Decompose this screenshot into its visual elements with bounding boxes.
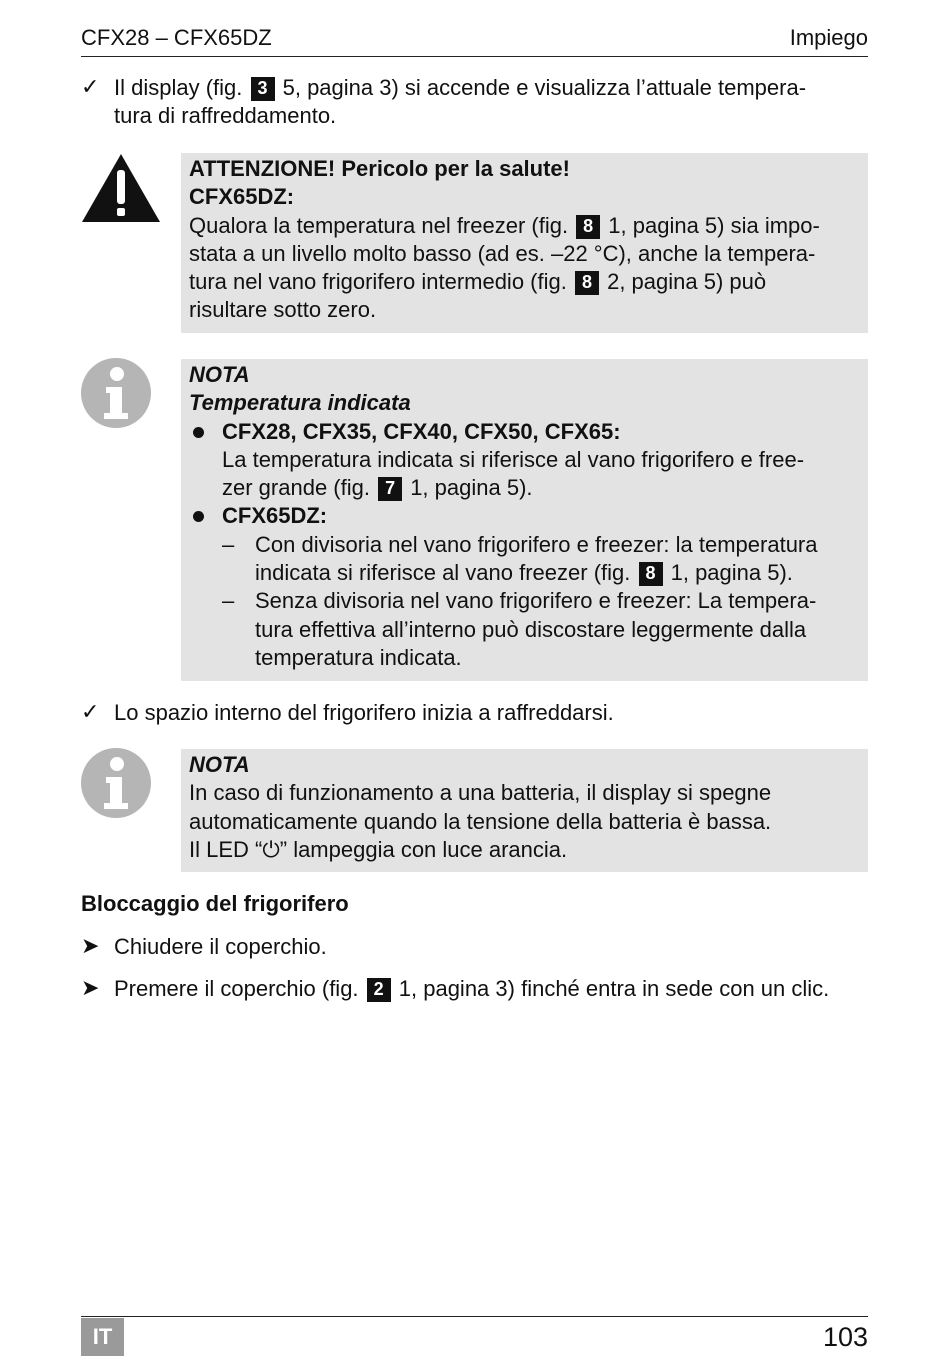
check-icon: ✓ [81, 75, 100, 100]
header-section-title: Impiego [789, 25, 868, 50]
bullet-icon [193, 427, 204, 438]
figure-ref-badge: 2 [367, 978, 391, 1002]
text-line: automaticamente quando la tensione della batteria è bassa. [189, 808, 772, 834]
text-line: tura effettiva all’interno può discostare leggermente dalla [255, 616, 807, 642]
page-number: 103 [822, 1322, 868, 1352]
text-line: Premere il coperchio (fig. 2 1, pagina 3) finché entra in sede con un clic. [114, 976, 830, 1001]
figure-ref-badge: 8 [639, 562, 663, 586]
note-title: NOTA [189, 362, 250, 387]
figure-ref-badge: 7 [378, 477, 402, 501]
text-line: Il display (fig. 3 5, pagina 3) si accende e visualizza l’attuale tempera- [114, 75, 807, 100]
arrow-right-icon: ➤ [81, 934, 100, 959]
note-box-battery [181, 749, 868, 872]
list-item [189, 502, 860, 530]
bullet-label: CFX65DZ: [222, 503, 328, 529]
text-line: temperatura indicata. [255, 644, 462, 670]
header-model-range: CFX28 – CFX65DZ [81, 25, 272, 50]
text-line: La temperatura indicata si riferisce al vano frigorifero e free- [222, 446, 805, 472]
note-box-temperature [181, 359, 868, 681]
info-icon [80, 747, 152, 819]
result-step-cooling [81, 699, 868, 727]
text-line: Qualora la temperatura nel freezer (fig. 8 1, pagina 5) sia impo- [189, 212, 820, 238]
sub-list-item [189, 531, 860, 588]
figure-ref-badge: 3 [251, 77, 275, 101]
text-line: Il LED “⏻” lampeggia con luce arancia. [189, 836, 568, 862]
arrow-right-icon: ➤ [81, 976, 100, 1001]
bullet-label: CFX28, CFX35, CFX40, CFX50, CFX65: [222, 418, 621, 444]
text-line: Lo spazio interno del frigorifero inizia a raffreddarsi. [114, 700, 614, 725]
text-line: indicata si riferisce al vano freezer (fig. 8 1, pagina 5). [255, 560, 793, 586]
note-title: NOTA [189, 752, 250, 777]
text-line: Senza divisoria nel vano frigorifero e freezer: La tempera- [255, 588, 817, 614]
text-line: Chiudere il coperchio. [114, 934, 327, 959]
page-header [81, 22, 868, 57]
dash-marker: – [222, 588, 235, 614]
result-step-display [81, 74, 868, 131]
action-step-close-lid [81, 933, 868, 961]
figure-ref-badge: 8 [576, 215, 600, 239]
sub-list-item [189, 587, 860, 672]
warning-title: ATTENZIONE! Pericolo per la salute! [189, 156, 570, 181]
warning-box [181, 153, 868, 333]
warning-model: CFX65DZ: [189, 184, 295, 210]
text-line: Con divisoria nel vano frigorifero e freezer: la temperatura [255, 531, 818, 557]
bullet-icon [193, 511, 204, 522]
text-line: risultare sotto zero. [189, 297, 377, 323]
text-line: zer grande (fig. 7 1, pagina 5). [222, 475, 533, 501]
check-icon: ✓ [81, 700, 100, 725]
text-line: stata a un livello molto basso (ad es. –22 °C), anche la tempera- [189, 240, 816, 266]
text-line: tura nel vano frigorifero intermedio (fig. 8 2, pagina 5) può [189, 269, 767, 295]
figure-ref-badge: 8 [575, 271, 599, 295]
section-heading: Bloccaggio del frigorifero [81, 891, 349, 916]
dash-marker: – [222, 531, 235, 557]
warning-triangle-icon [80, 152, 162, 224]
text-line: tura di raffreddamento. [114, 103, 337, 129]
language-tab: IT [81, 1318, 124, 1356]
list-item [189, 418, 860, 503]
footer-divider [81, 1316, 868, 1317]
note-subtitle: Temperatura indicata [189, 390, 411, 416]
text-line: In caso di funzionamento a una batteria, il display si spegne [189, 780, 772, 806]
action-step-press-lid [81, 975, 868, 1003]
info-icon [80, 357, 152, 429]
